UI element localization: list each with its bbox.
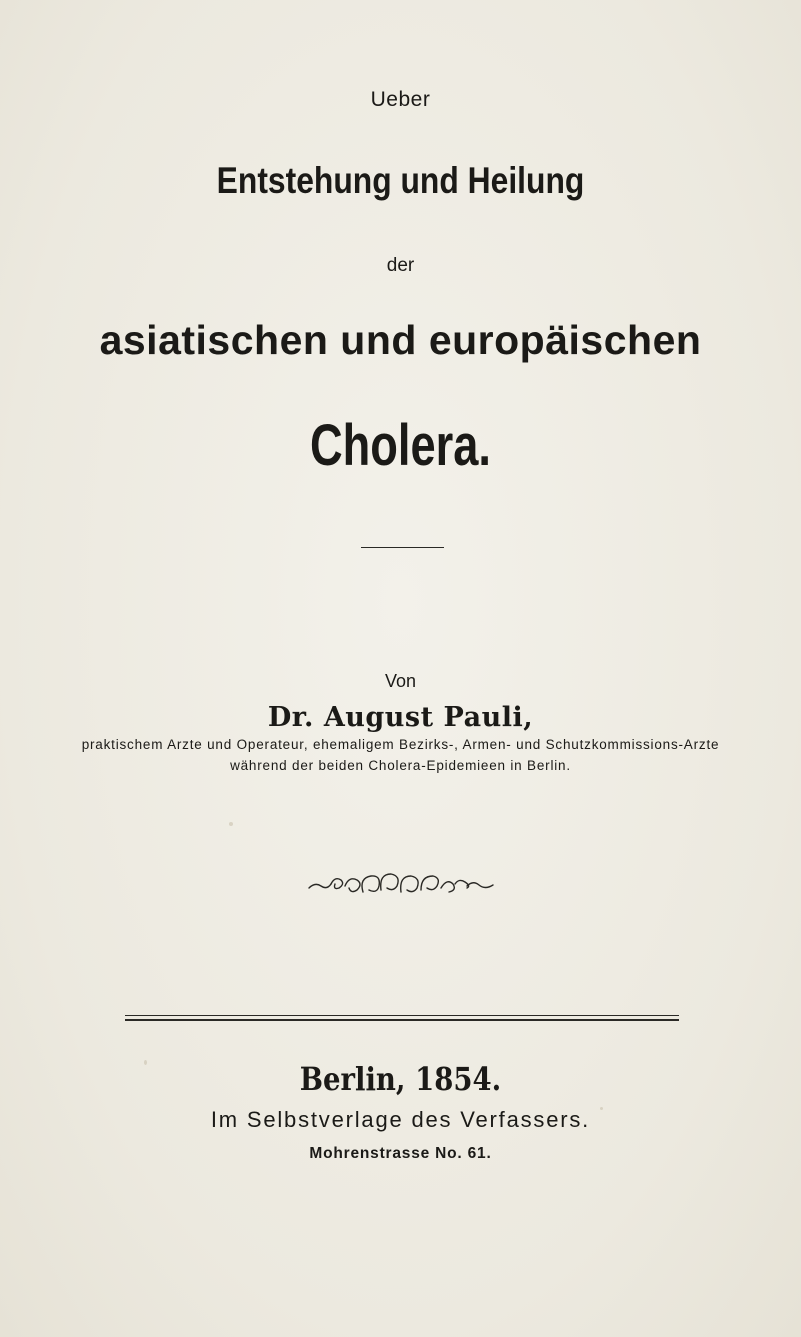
main-title: Cholera. xyxy=(309,413,492,478)
author-credentials-line-2: während der beiden Cholera-Epidemieen in Berlin. xyxy=(230,758,571,773)
title-line-1: Entstehung und Heilung xyxy=(216,160,585,201)
author-credentials-line-1: praktischem Arzte und Operateur, ehemaligem Bezirks-, Armen- und Schutzkommissions-Arzte xyxy=(81,737,720,752)
short-divider-rule xyxy=(361,547,444,548)
author-name: Dr. August Pauli, xyxy=(267,702,534,733)
imprint-publisher: Im Selbstverlage des Verfassers. xyxy=(210,1107,591,1132)
scroll-ornament-icon xyxy=(305,866,497,902)
paper-speck xyxy=(229,822,233,826)
byline-intro: Von xyxy=(384,671,417,691)
title-connector: der xyxy=(386,255,415,276)
double-rule-top xyxy=(125,1015,679,1016)
double-rule-bottom xyxy=(125,1019,679,1021)
imprint-city-year: Berlin, 1854. xyxy=(299,1060,502,1098)
over-title: Ueber xyxy=(370,88,431,111)
title-line-2: asiatischen und europäischen xyxy=(99,317,702,363)
imprint-address: Mohrenstrasse No. 61. xyxy=(309,1145,492,1162)
